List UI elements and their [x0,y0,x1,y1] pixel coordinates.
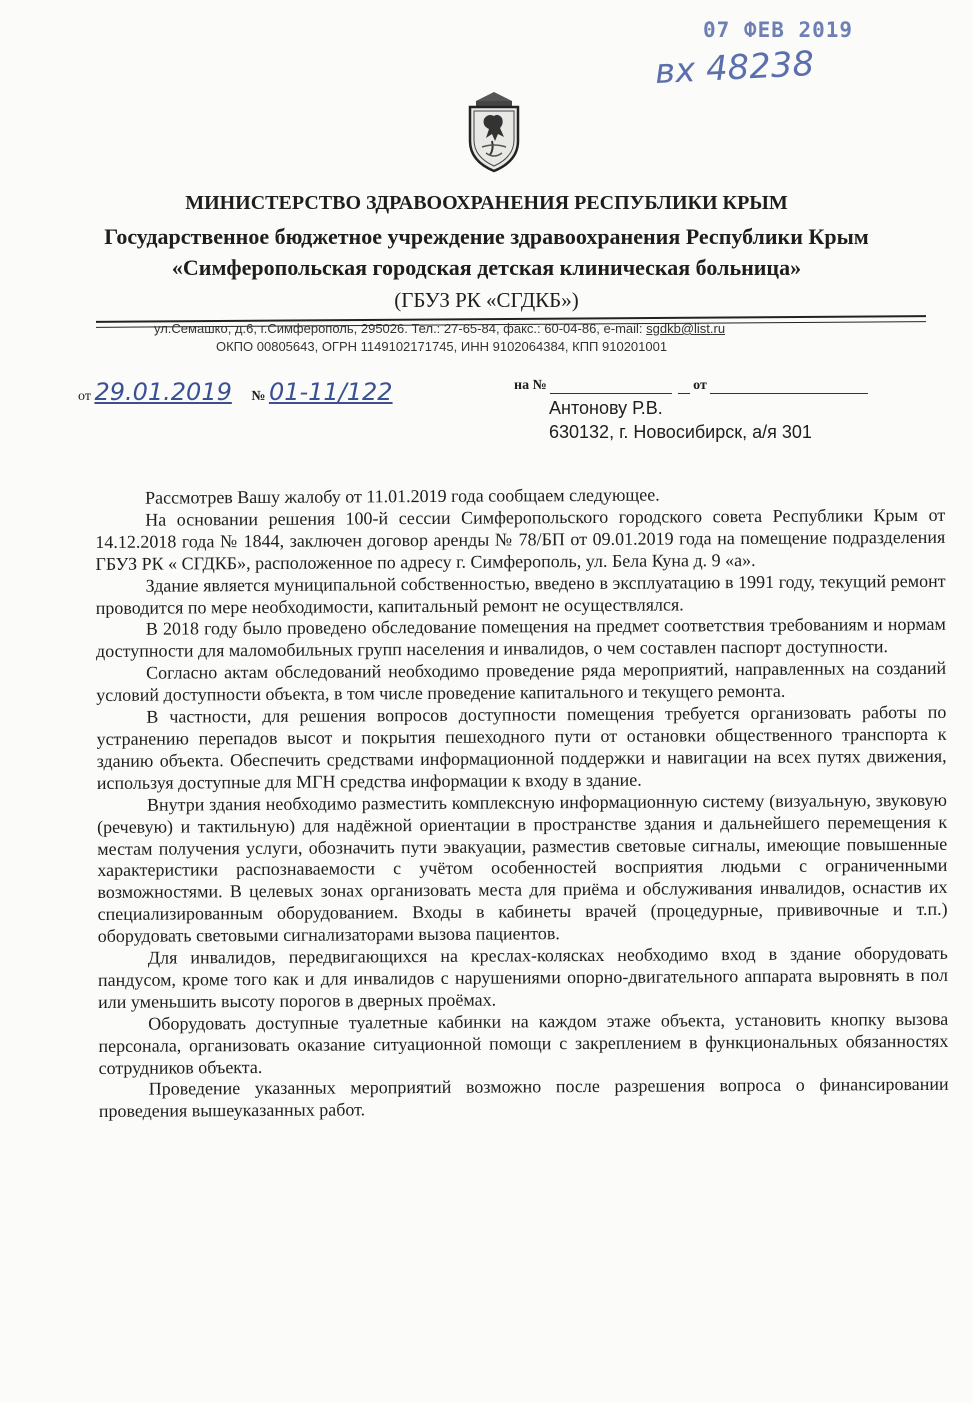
institution-abbreviation: (ГБУЗ РК «СГДКБ») [394,288,579,312]
body-paragraph: Для инвалидов, передвигающихся на креслах-колясках необходимо вход в здание оборудовать пандусом, кроме того как и для инвалидов с нарушениями опорно-двигательного аппарата выровнять в пол или уменьшить высоту порогов в дверных проёмах. [97,942,949,1012]
received-date-stamp: 07 ФЕВ 2019 [703,18,854,42]
body-paragraph: Рассмотрев Вашу жалобу от 11.01.2019 года сообщаем следующее. [144,484,660,508]
body-paragraph: Здание является муниципальной собственностью, введено в эксплуатацию в 1991 году, текущий ремонт проводится по мере необходимости, капитальный ремонт не осуществлялся. [95,570,946,618]
outgoing-number-handwritten: 01-11/122 [268,378,393,406]
coat-of-arms-icon [462,89,526,173]
institution-name-line1: Государственное бюджетное учреждение здравоохранения Республики Крым [104,224,869,249]
address-line: ул.Семашко, д.6, г.Симферополь, 295026. Тел.: 27-65-84, факс.: 60-04-86, e-mail: sgdkb@list.ru [154,321,726,336]
email-link[interactable]: sgdkb@list.ru [646,321,726,336]
outgoing-reference: от 29.01.2019 № 01-11/122 [78,378,393,406]
ministry-title: МИНИСТЕРСТВО ЗДРАВООХРАНЕНИЯ РЕСПУБЛИКИ КРЫМ [185,192,788,214]
body-paragraph: На основании решения 100-й сессии Симферопольского городского совета Республики Крым от 14.12.2018 года № 1844, заключен договор аренды № 78/БП от 09.01.2019 года на помещение подразделения ГБУЗ РК « СГДКБ», расположенное по адресу г. Симферополь, ул. Бела Куна д. 9 «а». [95,504,946,574]
body-paragraph: Проведение указанных мероприятий возможно после разрешения вопроса о финансировании проведения вышеуказанных работ. [98,1074,949,1122]
contact-block [154,320,725,356]
letter-body [95,483,949,1123]
institution-name-line2: «Симферопольская городская детская клиническая больница» [171,255,802,280]
body-paragraph: Внутри здания необходимо разместить комплексную информационную систему (визуальную, звуковую (речевую) и тактильную) для надёжной ориентации в пространстве здания и дальнейшего перемещения к местам получения услуги, обозначить пути эвакуации, разместив световые сигналы, имеющие повышенные характеристики распознаваемости с учётом особенностей восприятия людьми с ограниченными возможностями. В целевых зонах организовать места для приёма и обслуживания инвалидов, оснастив их специализированным оборудованием. Входы в кабинеты врачей (процедурные, прививочные и т.п.) оборудовать световыми сигнализаторами вызова пациентов. [97,789,948,947]
body-paragraph: Оборудовать доступные туалетные кабинки на каждом этаже объекта, установить кнопку вызова персонала, организовать оказание ситуационной помощи с закреплением в функциональных обязанностях сотрудников объекта. [98,1008,949,1078]
body-paragraph: Согласно актам обследований необходимо проведение ряда мероприятий, направленных на созданий условий доступности объекта, в том числе проведение капитального и текущего ремонта. [96,658,947,706]
reply-date-blank [710,381,868,394]
body-paragraph: В 2018 году было проведено обследование помещения на предмет соответствия требованиям и нормам доступности для маломобильных групп населения и инвалидов, о чем составлен паспорт доступности. [95,614,946,662]
body-paragraph: В частности, для решения вопросов доступности помещения требуется организовать работы по устранению перепадов высот и покрытия пешеходного пути от остановки общественного транспорта к зданию объекта. Обеспечить средствами информационной поддержки и навигации на всех путях движения, используя доступные для МГН средства информации к входу в здание. [96,701,947,793]
reply-number-blank [550,381,672,394]
outgoing-date-handwritten: 29.01.2019 [94,378,232,406]
reply-reference: на № от [514,378,868,394]
registration-number-handwritten: вх 48238 [654,43,816,93]
registry-codes: ОКПО 00805643, ОГРН 1149102171745, ИНН 9102064384, КПП 910201001 [216,339,668,354]
recipient-block [549,396,812,444]
recipient-address: 630132, г. Новосибирск, а/я 301 [549,422,812,442]
recipient-name: Антонову Р.В. [549,398,663,418]
